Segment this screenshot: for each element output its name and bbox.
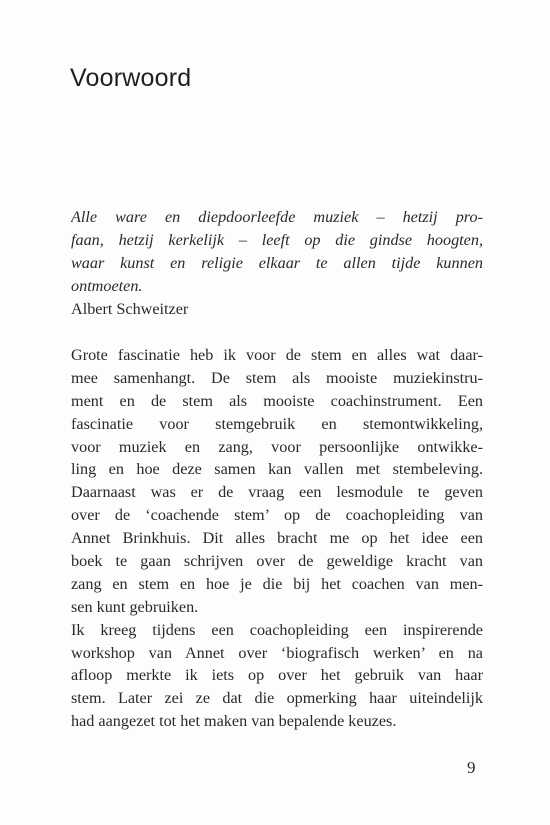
epigraph-quote <box>71 206 483 320</box>
body-line: stem. Later zei ze dat die opmerking haar uiteindelijk <box>71 689 483 708</box>
body-line: sen kunt gebruiken. <box>71 597 199 616</box>
body-line: fascinatie voor stemgebruik en stemontwikkeling, <box>71 414 483 433</box>
body-line: ment en de stem als mooiste coachinstrument. Een <box>71 391 483 410</box>
body-line: Grote fascinatie heb ik voor de stem en alles wat daar- <box>71 346 483 364</box>
body-line: mee samenhangt. De stem als mooiste muziekinstru- <box>71 368 483 387</box>
body-line: zang en stem en hoe je die bij het coachen van men- <box>71 574 483 593</box>
quote-line: faan, hetzij kerkelijk – leeft op die gindse hoogten, <box>71 230 483 249</box>
body-text <box>71 344 483 733</box>
body-line: boek te gaan schrijven over de geweldige kracht van <box>71 552 483 571</box>
quote-line: Alle ware en diepdoorleefde muziek – hetzij pro- <box>71 208 483 226</box>
body-line: afloop merkte ik iets op over het gebruik van haar <box>71 666 483 685</box>
body-line: had aangezet tot het maken van bepalende keuzes. <box>71 712 397 731</box>
body-line: workshop van Annet over ‘biografisch werken’ en na <box>71 643 483 662</box>
body-line: Annet Brinkhuis. Dit alles bracht me op het idee een <box>71 529 483 548</box>
page-number: 9 <box>467 758 476 777</box>
body-line: voor muziek en zang, voor persoonlijke ontwikke- <box>71 437 483 456</box>
body-line: over de ‘coachende stem’ op de coachopleiding van <box>71 506 483 525</box>
body-line: Daarnaast was er de vraag een lesmodule te geven <box>71 483 483 502</box>
quote-line: ontmoeten. <box>71 276 143 295</box>
body-line: Ik kreeg tijdens een coachopleiding een inspirerende <box>71 620 483 639</box>
chapter-heading: Voorwoord <box>70 64 192 92</box>
body-line: ling en hoe deze samen kan vallen met stembeleving. <box>71 460 483 479</box>
quote-author: Albert Schweitzer <box>71 299 189 318</box>
quote-line: waar kunst en religie elkaar te allen tijde kunnen <box>71 253 483 272</box>
